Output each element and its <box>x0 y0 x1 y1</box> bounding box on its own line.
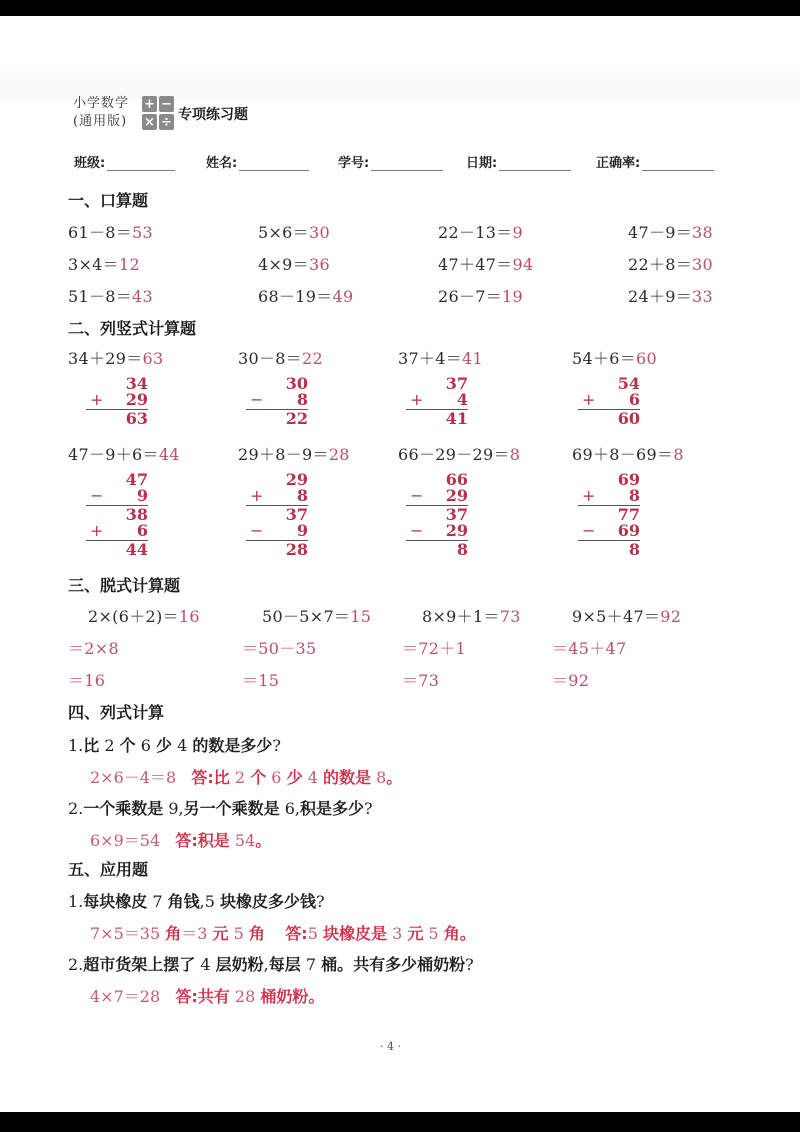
mental-math-item <box>258 252 330 275</box>
number: 60 <box>617 409 640 428</box>
name-field[interactable] <box>206 152 309 171</box>
accuracy-label: 正确率: <box>596 156 641 171</box>
number: 4 <box>456 390 468 409</box>
name-label: 姓名: <box>206 156 238 171</box>
series-line-2: (通用版) <box>73 114 128 129</box>
expression: 34＋29＝ <box>68 349 143 368</box>
number: 8 <box>628 486 640 505</box>
section-1-title: 一、口算题 <box>68 191 149 210</box>
answer: 41 <box>462 349 484 368</box>
number: 6 <box>136 521 148 540</box>
calc-step: ＝92 <box>552 671 590 690</box>
expression: 22＋8＝ <box>628 255 693 274</box>
s5-question-1: 1.每块橡皮 7 角钱,5 块橡皮多少钱? <box>68 892 325 911</box>
expression: 51－8＝ <box>68 287 133 306</box>
expression: 9×5＋47＝ <box>572 607 661 626</box>
number: 47 <box>125 470 148 489</box>
number: 8 <box>628 540 640 559</box>
calc-step: ＝16 <box>68 671 106 690</box>
minus-icon: − <box>159 96 174 112</box>
answer: 43 <box>132 287 154 306</box>
step-calc-problem <box>422 604 521 627</box>
calc-row <box>246 392 308 408</box>
answer: 44 <box>158 445 180 464</box>
expression: 68－19＝ <box>258 287 333 306</box>
arithmetic-ops-logo <box>142 96 174 130</box>
number: 6 <box>628 390 640 409</box>
number: 29 <box>285 470 308 489</box>
mental-math-item <box>68 284 153 307</box>
answer: 30 <box>692 255 714 274</box>
answer: 19 <box>502 287 524 306</box>
s5-answer-2-expr: 4×7＝28 <box>90 987 161 1006</box>
number: 37 <box>445 374 468 393</box>
answer: 15 <box>350 607 372 626</box>
mental-math-item <box>438 252 534 275</box>
vertical-calc-work <box>86 376 148 427</box>
section-2-title: 二、列竖式计算题 <box>68 319 197 338</box>
calc-step: ＝15 <box>242 671 280 690</box>
calc-row <box>86 542 148 558</box>
series-line-1: 小学数学 <box>73 96 130 111</box>
number: 77 <box>617 505 640 524</box>
number: 8 <box>456 540 468 559</box>
expression: 22－13＝ <box>438 223 513 242</box>
class-label: 班级: <box>74 156 106 171</box>
number: 37 <box>285 505 308 524</box>
page-shade <box>0 60 800 100</box>
expression: 26－7＝ <box>438 287 503 306</box>
number: 37 <box>445 505 468 524</box>
expression: 2×(6＋2)＝ <box>88 607 179 626</box>
student-id-field[interactable] <box>338 152 443 171</box>
student-id-label: 学号: <box>338 156 370 171</box>
answer: 16 <box>178 607 200 626</box>
number: 29 <box>445 486 468 505</box>
s4-answer-2: 6×9＝54 答:积是 54。 <box>90 831 272 850</box>
calc-row <box>578 392 640 408</box>
calc-row <box>406 542 468 558</box>
series-label <box>73 95 129 131</box>
step-calc-problem <box>262 604 371 627</box>
number: 9 <box>136 486 148 505</box>
s4-question-1: 1.比 2 个 6 少 4 的数是多少? <box>68 736 281 755</box>
expression: 66－29－29＝ <box>398 445 510 464</box>
operator: + <box>582 486 596 505</box>
operator: + <box>410 390 424 409</box>
bottom-black-bar <box>0 1112 800 1132</box>
number: 69 <box>617 521 640 540</box>
answer: 9 <box>512 223 524 242</box>
date-field[interactable] <box>466 152 571 171</box>
mental-math-item <box>628 284 713 307</box>
expression: 61－8＝ <box>68 223 133 242</box>
operator: + <box>90 390 104 409</box>
plus-icon: + <box>142 96 157 112</box>
expression: 3×4＝ <box>68 255 119 274</box>
calc-row <box>406 488 468 504</box>
vertical-calc-work <box>246 376 308 427</box>
calc-row <box>578 411 640 427</box>
section-5-title: 五、应用题 <box>68 860 149 879</box>
calc-row <box>406 392 468 408</box>
expression: 24＋9＝ <box>628 287 693 306</box>
expression: 69＋8－69＝ <box>572 445 674 464</box>
expression: 30－8＝ <box>238 349 303 368</box>
operator: − <box>250 521 264 540</box>
operator: − <box>410 521 424 540</box>
answer: 94 <box>512 255 534 274</box>
s5-answer-1: 7×5＝35 角＝3 元 5 角 答:5 块橡皮是 3 元 5 角。 <box>90 924 476 943</box>
date-blank[interactable] <box>499 152 571 171</box>
expression: 50－5×7＝ <box>262 607 351 626</box>
operator: + <box>582 390 596 409</box>
expression: 29＋8－9＝ <box>238 445 329 464</box>
top-black-bar <box>0 0 800 16</box>
date-label: 日期: <box>466 156 498 171</box>
page-number: · 4 · <box>380 1040 401 1053</box>
number: 41 <box>445 409 468 428</box>
operator: − <box>250 390 264 409</box>
class-field[interactable] <box>74 152 175 171</box>
answer: 8 <box>673 445 684 464</box>
name-blank[interactable] <box>239 152 309 171</box>
calc-step: ＝45＋47 <box>552 639 627 658</box>
calc-row <box>246 542 308 558</box>
answer: 30 <box>308 223 330 242</box>
vertical-calc-work <box>406 472 468 558</box>
operator: − <box>410 486 424 505</box>
number: 38 <box>125 505 148 524</box>
answer: 36 <box>308 255 330 274</box>
number: 29 <box>125 390 148 409</box>
answer: 38 <box>692 223 714 242</box>
expression: 47＋47＝ <box>438 255 513 274</box>
s5-question-2: 2.超市货架上摆了 4 层奶粉,每层 7 桶。共有多少桶奶粉? <box>68 955 474 974</box>
vertical-calc-problem <box>68 346 164 369</box>
expression: 5×6＝ <box>258 223 309 242</box>
divide-icon: ÷ <box>159 114 174 130</box>
number: 28 <box>285 540 308 559</box>
mental-math-item <box>438 284 523 307</box>
number: 69 <box>617 470 640 489</box>
number: 30 <box>285 374 308 393</box>
expression: 47－9＝ <box>628 223 693 242</box>
multiply-icon: × <box>142 114 157 130</box>
vertical-calc-problem <box>238 442 350 465</box>
student-info-row <box>74 152 734 176</box>
calc-row <box>406 523 468 539</box>
answer: 33 <box>692 287 714 306</box>
expression: 47－9＋6＝ <box>68 445 159 464</box>
calc-row <box>406 411 468 427</box>
answer: 28 <box>328 445 350 464</box>
mental-math-item <box>68 220 153 243</box>
answer: 73 <box>499 607 521 626</box>
number: 29 <box>445 521 468 540</box>
answer: 92 <box>660 607 682 626</box>
operator: − <box>90 486 104 505</box>
calc-row <box>246 523 308 539</box>
calc-row <box>86 523 148 539</box>
vertical-calc-work <box>578 472 640 558</box>
vertical-calc-problem <box>572 442 684 465</box>
class-blank[interactable] <box>107 152 175 171</box>
answer: 60 <box>636 349 658 368</box>
answer: 53 <box>132 223 154 242</box>
calc-step: ＝2×8 <box>68 639 119 658</box>
vertical-calc-problem <box>398 442 520 465</box>
vertical-calc-problem <box>238 346 323 369</box>
s4-answer-1-expr: 2×6－4＝8 <box>90 768 177 787</box>
calc-row <box>246 411 308 427</box>
answer: 63 <box>142 349 164 368</box>
step-calc-problem <box>88 604 200 627</box>
accuracy-blank[interactable] <box>642 152 714 171</box>
section-4-title: 四、列式计算 <box>68 703 165 722</box>
calc-row <box>578 523 640 539</box>
vertical-calc-work <box>246 472 308 558</box>
calc-step: ＝50－35 <box>242 639 317 658</box>
calc-row <box>86 488 148 504</box>
calc-step: ＝72＋1 <box>402 639 467 658</box>
number: 34 <box>125 374 148 393</box>
operator: − <box>582 521 596 540</box>
number: 8 <box>296 390 308 409</box>
calc-step: ＝73 <box>402 671 440 690</box>
expression: 54＋6＝ <box>572 349 637 368</box>
vertical-calc-work <box>578 376 640 427</box>
calc-row <box>578 488 640 504</box>
expression: 37＋4＝ <box>398 349 463 368</box>
s4-answer-1: 2×6－4＝8 答:比 2 个 6 少 4 的数是 8。 <box>90 768 403 787</box>
s4-answer-2-expr: 6×9＝54 <box>90 831 161 850</box>
operator: + <box>90 521 104 540</box>
number: 22 <box>285 409 308 428</box>
number: 54 <box>617 374 640 393</box>
answer: 12 <box>118 255 140 274</box>
vertical-calc-problem <box>572 346 657 369</box>
number: 9 <box>296 521 308 540</box>
vertical-calc-problem <box>68 442 180 465</box>
mental-math-item <box>438 220 523 243</box>
calc-row <box>86 392 148 408</box>
mental-math-item <box>628 252 713 275</box>
calc-row <box>246 488 308 504</box>
vertical-calc-work <box>86 472 148 558</box>
answer: 49 <box>332 287 354 306</box>
book-title: 专项练习题 <box>178 107 248 123</box>
number: 66 <box>445 470 468 489</box>
vertical-calc-work <box>406 376 468 427</box>
s4-question-2: 2.一个乘数是 9,另一个乘数是 6,积是多少? <box>68 799 373 818</box>
accuracy-field[interactable] <box>596 152 714 171</box>
mental-math-item <box>68 252 140 275</box>
mental-math-item <box>258 284 354 307</box>
expression: 8×9＋1＝ <box>422 607 500 626</box>
mental-math-item <box>258 220 330 243</box>
operator: + <box>250 486 264 505</box>
section-3-title: 三、脱式计算题 <box>68 576 181 595</box>
vertical-calc-problem <box>398 346 483 369</box>
student-id-blank[interactable] <box>371 152 443 171</box>
number: 8 <box>296 486 308 505</box>
step-calc-problem <box>572 604 681 627</box>
number: 63 <box>125 409 148 428</box>
number: 44 <box>125 540 148 559</box>
calc-row <box>578 542 640 558</box>
calc-row <box>86 411 148 427</box>
s5-answer-2: 4×7＝28 答:共有 28 桶奶粉。 <box>90 987 325 1006</box>
expression: 4×9＝ <box>258 255 309 274</box>
answer: 22 <box>302 349 324 368</box>
mental-math-item <box>628 220 713 243</box>
answer: 8 <box>509 445 521 464</box>
